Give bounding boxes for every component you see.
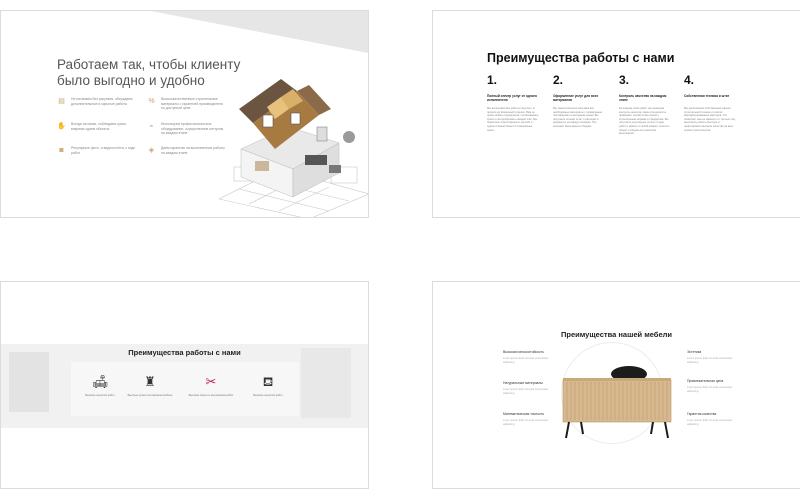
slide-2-thumbnail[interactable] — [432, 10, 800, 218]
advantage-column — [619, 73, 671, 136]
feature-text: Lorem ipsum dolor sit amet consectetur adipiscing — [503, 357, 549, 364]
feature-text: Lorem ipsum dolor sit amet consectetur adipiscing — [687, 419, 733, 426]
feature-heading: Эстетика — [687, 350, 702, 354]
feature-item — [503, 381, 555, 395]
slide-4-title: Преимущества нашей мебели — [560, 330, 672, 339]
feature-item — [687, 350, 739, 364]
advantage-text: Регулярные фото- и видеоотчёты о ходе работ — [71, 146, 136, 155]
feature-text: Lorem ipsum dolor sit amet consectetur adipiscing — [503, 419, 549, 426]
feature-heading: Привлекательная цена — [687, 379, 724, 383]
column-heading: Полный спектр услуг от одного исполнителя — [487, 94, 537, 103]
shield-icon: ◈ — [148, 147, 155, 154]
advantage-label: Высокая скорость выполнения работ — [188, 394, 234, 397]
feature-item — [503, 412, 555, 426]
slide-2-title: Преимущества работы с нами — [487, 51, 675, 65]
advantage-item — [125, 374, 175, 397]
advantage-label: Высокое качество работ — [253, 394, 283, 397]
column-text: Мы выполняем все работы под ключ: от проекта до финальной отделки. Вам не нужно искать подрядчиков, согласовывать сроки и контролировать каждый этап. Мы берём всю ответственность на себя и сдаём готовый объект в оговорённые сроки. — [487, 107, 539, 132]
feature-text: Lorem ipsum dolor sit amet consectetur adipiscing — [503, 388, 549, 395]
feature-heading: Натуральные материалы — [503, 381, 543, 385]
feature-heading: Высокая износостойкость — [503, 350, 544, 354]
feature-item — [687, 379, 739, 393]
percent-icon: % — [148, 98, 155, 105]
feature-item — [687, 412, 739, 426]
slide-4-thumbnail[interactable] — [432, 281, 800, 489]
advantage-column — [487, 73, 539, 132]
column-number: 4. — [684, 73, 695, 87]
feature-heading: Математическая точность — [503, 412, 545, 416]
feature-heading: Гарантия качества — [687, 412, 717, 416]
column-number: 3. — [619, 73, 630, 87]
advantage-column — [553, 73, 605, 129]
feature-item — [503, 350, 555, 364]
camera-icon: ◙ — [59, 147, 64, 154]
feature-text: Lorem ipsum dolor sit amet consectetur adipiscing — [687, 357, 733, 364]
interior-decor — [9, 352, 49, 412]
slide-3-title: Преимущества работы с нами — [128, 348, 241, 357]
column-text: Мы самостоятельно закупаем все необходимые материалы у проверенных поставщиков по выгодным ценам. Вы получаете полный отчёт о расходах и документы на каждую позицию. Это экономит ваше время и бюджет. — [553, 107, 603, 128]
column-text: Мы располагаем собственным парком строительной техники и штатом квалифицированных мастеров. Это позволяет нам не зависеть от третьих лиц, выполнять работы быстрее и гарантировать высокое качество на всех этапах строительства. — [684, 107, 736, 132]
house-cutaway-illustration — [219, 69, 369, 218]
slide-1-title: Работаем так, чтобы клиенту было выгодно и удобно — [57, 57, 241, 88]
advantage-item — [186, 374, 236, 397]
advantage-text: Высококачественные строительные материалы с гарантией производителя по доступной цене — [161, 97, 223, 110]
column-number: 1. — [487, 73, 498, 87]
slide-3-thumbnail[interactable] — [0, 281, 369, 489]
column-heading: Собственная техника и штат — [684, 94, 730, 98]
sewing-icon: ✂ — [205, 374, 217, 389]
advantage-column — [684, 73, 736, 132]
advantage-label: Высокое качество работ — [85, 394, 115, 397]
advantage-item — [243, 374, 293, 397]
sofa-icon: 🛋 — [91, 374, 109, 389]
armchair-icon: ⛾ — [262, 374, 274, 389]
advantage-text: Всегда на связи, соблюдаем сроки, вовремя сдаем объекты — [71, 122, 127, 131]
column-text: На каждом этапе работ мы проводим контроль качества. Наши специалисты проверяют соответствие проекту, строительным нормам и стандартам. Вы получаете регулярные отчёты о ходе работ и можете в любой момент посетить объект и убедиться в качестве выполнения. — [619, 107, 670, 136]
advantage-item — [75, 374, 125, 397]
column-number: 2. — [553, 73, 564, 87]
sideboard-illustration — [557, 362, 677, 442]
hands-icon: ✋ — [57, 123, 66, 130]
slide-1-thumbnail[interactable] — [0, 10, 369, 218]
chart-icon: ⌁ — [149, 123, 154, 130]
advantage-text: Используем профессиональное оборудование, осуществляем контроль на каждом этапе — [161, 122, 224, 135]
advantage-text: Даём гарантию на выполненные работы на каждом этапе — [161, 146, 225, 155]
feature-text: Lorem ipsum dolor sit amet consectetur adipiscing — [687, 386, 733, 393]
clipboard-icon: ▤ — [58, 98, 65, 105]
advantage-label: Быстрые сроки изготовления мебели — [127, 394, 173, 397]
lamp-icon: ♜ — [144, 374, 156, 389]
column-heading: Контроль качества на каждом этапе — [619, 94, 667, 103]
column-heading: Оформление услуг для всех материалов — [553, 94, 599, 103]
advantage-text: Не начинаем без рисунков, обсуждаем дополнительные и скрытые работы — [71, 97, 133, 106]
interior-decor — [301, 348, 351, 418]
